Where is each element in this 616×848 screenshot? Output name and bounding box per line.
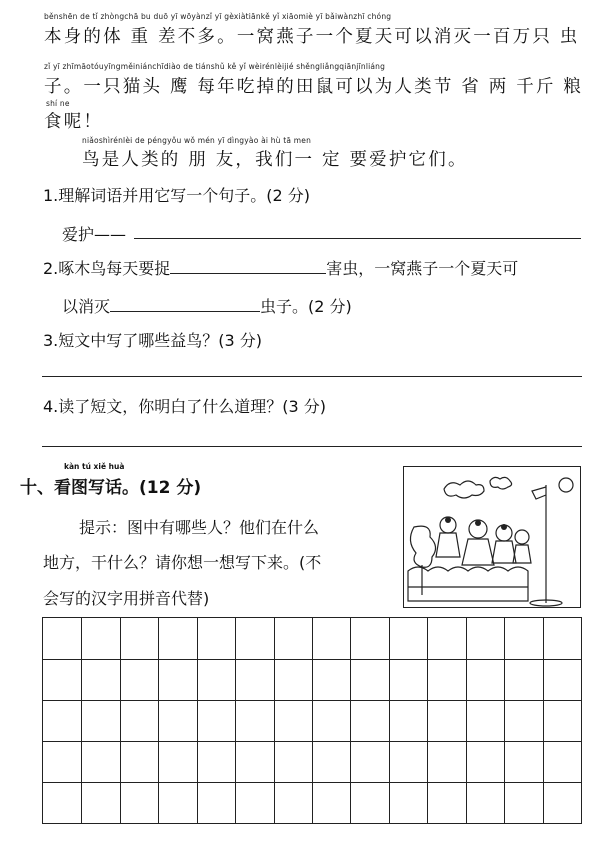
question-1-word: 爱护——: [62, 225, 127, 244]
question-2-part-d: 虫子。(2 分): [260, 297, 352, 316]
question-4: 4.读了短文，你明白了什么道理？(3 分): [43, 397, 327, 416]
question-2-part-c: 以消灭: [62, 297, 111, 316]
passage-line1-pinyin: běnshēn de tǐ zhòngchā bu duō yī wōyànzǐ yī gèxiàtiānkě yǐ xiāomiè yī bǎiwànzhī chóng: [44, 12, 392, 21]
passage-line4-pinyin: niǎoshìrénlèi de péngyǒu wǒ mén yī dìngyào ài hù tā men: [82, 136, 312, 145]
answer-line-q1[interactable]: [134, 238, 581, 239]
hint-line3: 会写的汉字用拼音代替): [43, 589, 210, 608]
passage-line3: 食呢！: [44, 112, 104, 132]
hint-line2: 地方，干什么？请你想一想写下来。(不: [43, 553, 322, 572]
illustration-image: [403, 466, 581, 608]
question-1: 1.理解词语并用它写一个句子。(2 分): [43, 186, 311, 205]
question-2-part-a: 2.啄木鸟每天要捉: [43, 259, 171, 278]
question-2: [43, 256, 518, 279]
passage-line3-pinyin: shí ne: [46, 99, 70, 108]
question-2-part-b: 害虫，一窝燕子一个夏天可: [326, 259, 519, 278]
writing-grid[interactable]: [42, 617, 582, 824]
answer-line-q4[interactable]: [42, 446, 582, 447]
passage-line1: 本身的体 重 差不多。一窝燕子一个夏天可以消灭一百万只 虫: [44, 27, 580, 47]
writing-grid-lines: [43, 618, 581, 823]
answer-line-q3[interactable]: [42, 376, 582, 377]
passage-line4: 鸟是人类的 朋 友，我们一 定 要爱护它们。: [82, 150, 468, 170]
section-10-pinyin: kàn tú xiě huà: [64, 462, 125, 471]
hint-line1: 提示：图中有哪些人？他们在什么: [79, 518, 320, 537]
illustration-drawing: [404, 467, 581, 608]
question-2-cont: [62, 294, 352, 317]
answer-blank-q2-1[interactable]: [170, 259, 326, 274]
passage-line2: 子。一只猫头 鹰 每年吃掉的田鼠可以为人类节 省 两 千斤 粮: [44, 77, 584, 97]
passage-line2-pinyin: zǐ yī zhīmāotóuyīngměiniánchīdiào de tiánshǔ kě yǐ wèirénlèijié shěngliǎngqiānjīnliáng: [44, 62, 386, 71]
answer-blank-q2-2[interactable]: [110, 297, 260, 312]
section-10-title: 十、看图写话。(12 分): [20, 478, 202, 498]
question-3: 3.短文中写了哪些益鸟？(3 分): [43, 331, 263, 350]
